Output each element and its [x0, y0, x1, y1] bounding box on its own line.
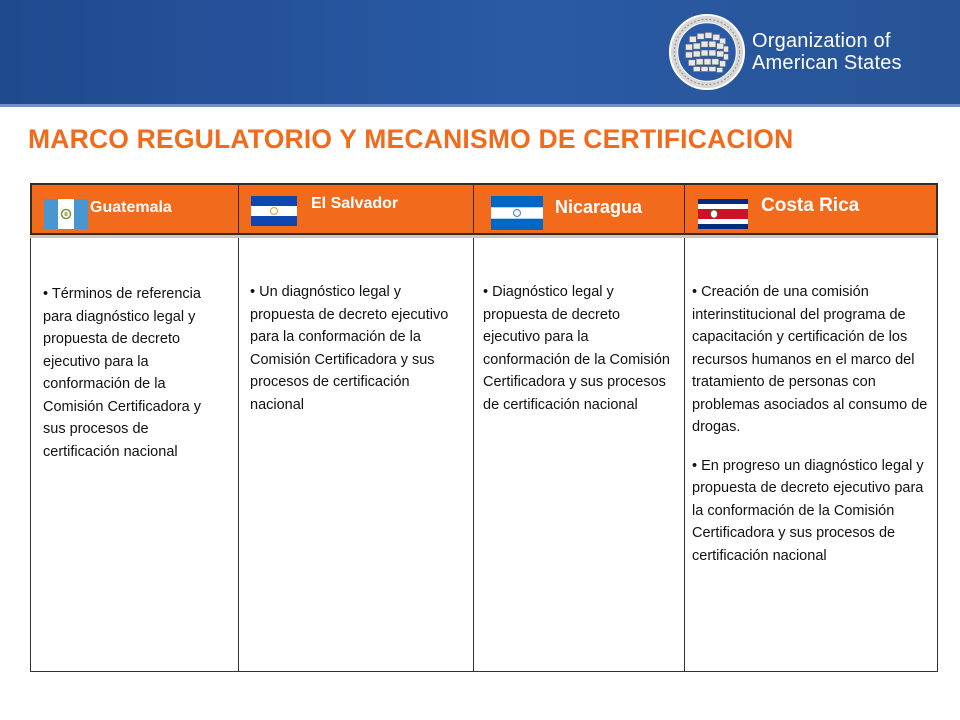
- header-banner: [0, 0, 960, 107]
- costa-rica-flag-icon: [698, 199, 748, 229]
- header-cell-guatemala: [32, 185, 238, 233]
- cell-bullet: • Un diagnóstico legal y propuesta de decreto ejecutivo para la conformación de la Comisión Certificadora y sus procesos de certificación nacional: [250, 284, 449, 413]
- org-name-line2: American States: [752, 52, 902, 74]
- country-name-costa-rica: Costa Rica: [761, 195, 860, 216]
- nicaragua-flag-icon: [491, 196, 543, 230]
- table-cell-guatemala: [31, 238, 238, 671]
- header-cell-costa-rica: [684, 185, 937, 233]
- table-header-row: [30, 183, 938, 235]
- organization-name: [752, 30, 902, 74]
- cell-bullet: • En progreso un diagnóstico legal y propuesta de decreto ejecutivo para la conformación de la Comisión Certificadora y sus procesos de certificación nacional: [692, 457, 924, 564]
- header-cell-nicaragua: [473, 185, 685, 233]
- org-name-line1: Organization of: [752, 30, 891, 52]
- country-name-guatemala: Guatemala: [90, 199, 172, 216]
- cell-bullet: • Términos de referencia para diagnóstico legal y propuesta de decreto ejecutivo para la conformación de la Comisión Certificadora y sus procesos de certificación nacional: [43, 286, 201, 460]
- table-body-row: [30, 238, 938, 672]
- table-cell-el-salvador: [238, 238, 474, 671]
- country-name-el-salvador: El Salvador: [311, 195, 399, 212]
- table-cell-nicaragua: [473, 238, 685, 671]
- oas-seal-icon: [668, 13, 746, 91]
- country-name-nicaragua: Nicaragua: [555, 197, 643, 217]
- cell-bullet: • Creación de una comisión interinstitucional del programa de capacitación y certificación de los recursos humanos en el marco del tratamiento de personas con problemas asociados al consumo de drogas.: [692, 284, 928, 435]
- table-cell-costa-rica: [684, 238, 938, 671]
- guatemala-flag-icon: [44, 199, 88, 229]
- page-title: MARCO REGULATORIO Y MECANISMO DE CERTIFICACION: [28, 124, 794, 154]
- cell-bullet: • Diagnóstico legal y propuesta de decreto ejecutivo para la conformación de la Comisión Certificadora y sus procesos de certificación nacional: [483, 284, 670, 413]
- header-cell-el-salvador: [238, 185, 474, 233]
- el-salvador-flag-icon: [251, 196, 297, 226]
